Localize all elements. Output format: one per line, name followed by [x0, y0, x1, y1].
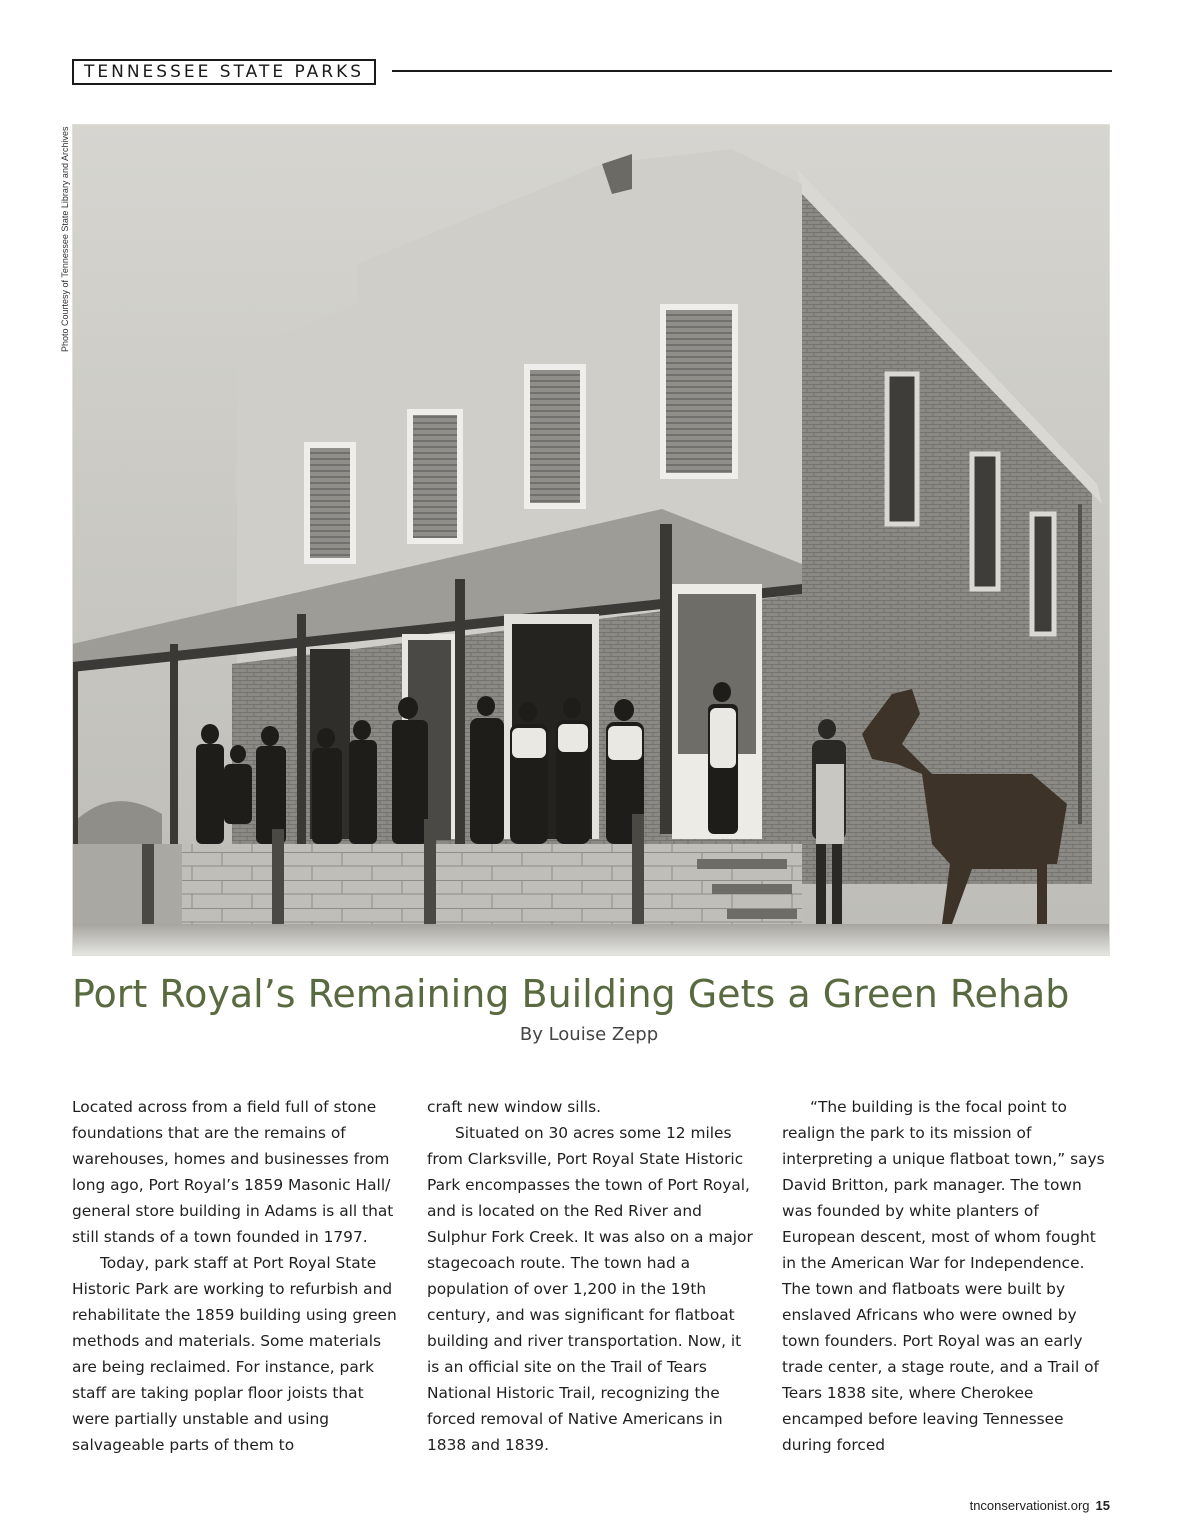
photo-credit: Photo Courtesy of Tennessee State Library and Archives	[60, 126, 70, 352]
page-number: 15	[1095, 1498, 1110, 1513]
historic-building-illustration	[72, 124, 1110, 956]
article-title: Port Royal’s Remaining Building Gets a Green Rehab	[72, 972, 1070, 1016]
byline: By Louise Zepp	[519, 1024, 659, 1045]
paragraph: Situated on 30 acres some 12 miles from Clarksville, Port Royal State Historic Park encompasses the town of Port Royal, and is located on the Red River and Sulphur Fork Creek. It was also on a major stagecoach route. The town had a population of over 1,200 in the 19th century, and was significant for flatboat building and river transportation. Now, it is an official site on the Trail of Tears National Historic Trail, recognizing the forced removal of Native Americans in 1838 and 1839.	[427, 1124, 753, 1454]
header-rule	[392, 70, 1112, 72]
article-column-1	[72, 1094, 400, 1458]
paragraph: “The building is the focal point to realign the park to its mission of interpreting a unique flatboat town,” says David Britton, park manager. The town was founded by white planters of European descent, most of whom fought in the American War for Independence. The town and flatboats were built by enslaved Africans who were owned by town founders. Port Royal was an early trade center, a stage route, and a Trail of Tears 1838 site, where Cherokee encamped before leaving Tennessee during forced	[782, 1098, 1105, 1454]
paragraph: Today, park staff at Port Royal State Historic Park are working to refurbish and rehabilitate the 1859 building using green methods and materials. Some materials are being reclaimed. For instance, park staff are taking poplar floor joists that were partially unstable and using salvageable parts of them to	[72, 1254, 397, 1454]
section-label: TENNESSEE STATE PARKS	[72, 59, 376, 85]
section-header	[72, 59, 1112, 85]
article-column-3	[782, 1094, 1110, 1458]
footer-site: tnconservationist.org	[969, 1498, 1090, 1513]
historic-photo	[72, 124, 1110, 956]
article-column-2	[427, 1094, 755, 1458]
page-footer	[970, 1498, 1110, 1513]
paragraph: Located across from a field full of stone foundations that are the remains of warehouses, homes and businesses from long ago, Port Royal’s 1859 Masonic Hall/ general store building in Adams is all that still stands of a town founded in 1797.	[72, 1098, 394, 1246]
paragraph: craft new window sills.	[427, 1098, 602, 1116]
